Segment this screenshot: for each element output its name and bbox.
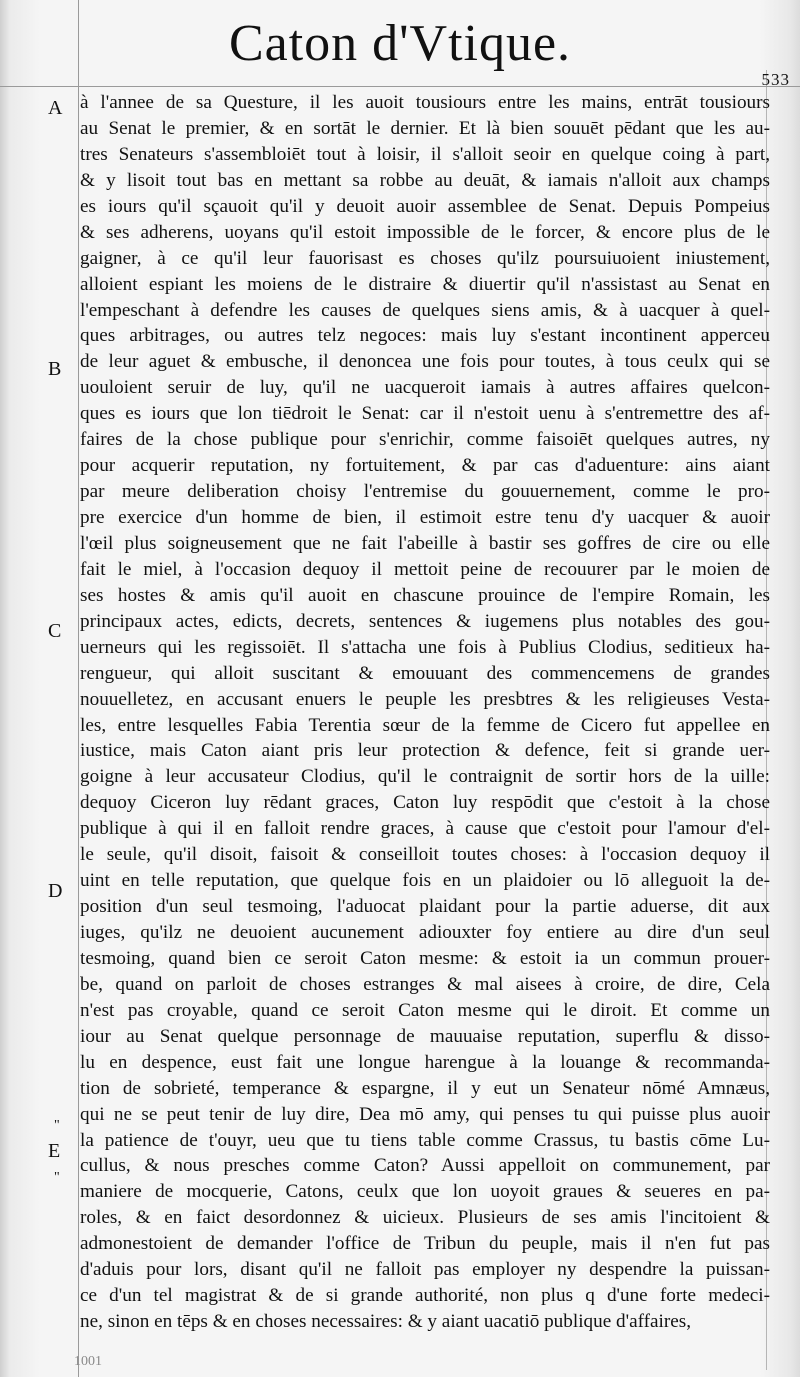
text-line: l'empeschant à defendre les causes de quelques siens amis, & à uacquer à quel- xyxy=(80,299,770,321)
text-line: iustice, mais Caton aiant pris leur protection & defence, feit si grande uer- xyxy=(80,740,770,762)
margin-quote-mark: " xyxy=(54,1118,60,1133)
text-line: fait le miel, à l'occasion dequoy il mettoit peine de recouurer par le moien de xyxy=(80,558,770,580)
text-line: ques es iours que lon tiēdroit le Senat: car il n'estoit uenu à s'entremettre des af- xyxy=(80,403,770,425)
text-line: rengueur, qui alloit suscitant & emouuant des commencemens de grandes xyxy=(80,662,770,684)
text-line: & y lisoit tout bas en mettant sa robbe au deuāt, & iamais n'alloit aux champs xyxy=(80,169,770,191)
text-line: tion de sobrieté, temperance & espargne, il y eut un Senateur nōmé Amnæus, xyxy=(80,1077,770,1099)
header-rule xyxy=(0,86,800,87)
text-line: alloient espiant les moiens de le distraire & diuertir qu'il n'assistast au Senat en xyxy=(80,273,770,295)
running-head: Caton d'Vtique. xyxy=(228,15,572,72)
text-line: es iours qu'il sçauoit qu'il y deuoit auoir assemblee de Senat. Depuis Pompeius xyxy=(80,195,770,217)
text-line: dequoy Ciceron luy rēdant graces, Caton luy respōdit que c'estoit à la chose xyxy=(80,792,770,814)
text-line: au Senat le premier, & en sortāt le dernier. Et là bien souuēt pēdant que les au- xyxy=(80,117,770,139)
text-line: tres Senateurs s'assembloiēt tout à loisir, il s'alloit seoir en quelque coing à part, xyxy=(80,143,770,165)
folio-number: 533 xyxy=(761,70,790,89)
text-line: iour au Senat quelque personnage de mauuaise reputation, superflu & disso- xyxy=(80,1025,770,1047)
text-line: n'est pas croyable, quand ce seroit Caton mesme qui le diroit. Et comme un xyxy=(80,999,770,1021)
text-line: gaigner, à ce qu'il leur fauorisast es choses qu'ilz poursuiuoient iniustement, xyxy=(80,247,770,269)
text-line: nouuelletez, en accusant enuers le peuple les presbtres & les religieuses Vesta- xyxy=(80,688,770,710)
body-text xyxy=(80,90,770,1335)
text-line: iuges, qu'ilz ne deuoient aucunement adiouxter foy entiere au dire d'un seul xyxy=(80,922,770,943)
text-line: maniere de mocquerie, Catons, ceulx que lon uoyoit graues & seueres en pa- xyxy=(80,1181,770,1203)
text-line: lu en despence, eust fait une longue harengue à la louange & recommanda- xyxy=(80,1051,770,1073)
footer-mark: 1001 xyxy=(74,1354,102,1369)
text-line: l'œil plus soigneusement que ne fait l'abeille à bastir ses goffres de cire ou elle xyxy=(80,532,770,554)
text-line: publique à qui il en falloit rendre graces, à cause que c'estoit pour l'amour d'el- xyxy=(80,818,770,840)
text-line: uouloient seruir de luy, qu'il ne uacqueroit iamais à autres affaires quelcon- xyxy=(80,377,770,399)
text-line: principaux actes, edicts, decrets, sentences & iugemens plus notables des gou- xyxy=(80,610,770,632)
text-line: ques arbitrages, ou autres telz negoces: mais luy s'estant incontinent apperceu xyxy=(80,325,770,347)
text-line: les, entre lesquelles Fabia Terentia sœur de la femme de Cicero fut appellee en xyxy=(80,714,770,736)
text-line: & ses adherens, uoyans qu'il estoit impossible de le forcer, & encore plus de le xyxy=(80,221,770,243)
margin-letter-c: C xyxy=(48,620,62,642)
text-line: la patience de t'ouyr, ueu que tu tiens table comme Crassus, tu bastis cōme Lu- xyxy=(80,1129,770,1151)
text-line: par meure deliberation choisy l'entremise du gouuernement, comme le pro- xyxy=(80,481,770,503)
text-line: faires de la chose publique pour s'enrichir, comme faisoiēt quelques autres, ny xyxy=(80,429,770,451)
text-line: ne, sinon en tēps & en choses necessaires: & y aiant uacatiō publique d'affaires, xyxy=(80,1311,692,1333)
text-line: de leur aguet & embusche, il denoncea une fois pour toutes, à tous ceulx qui se xyxy=(80,351,770,373)
text-line: position d'un seul tesmoing, l'aduocat plaidant pour la partie aduerse, dit aux xyxy=(80,896,770,918)
text-line: roles, & en faict desordonnez & uicieux. Plusieurs de ses amis l'incitoient & xyxy=(80,1207,770,1229)
text-line: cullus, & nous presches comme Caton? Aussi appelloit on communement, par xyxy=(80,1155,770,1177)
text-line: le seule, qu'il disoit, faisoit & conseilloit toutes choses: à l'occasion dequoy il xyxy=(80,844,770,866)
text-line: uerneurs qui les regissoiēt. Il s'attacha une fois à Publius Clodius, seditieux ha- xyxy=(80,636,770,658)
text-line: pour acquerir reputation, ny fortuitement, & par cas d'aduenture: ains aiant xyxy=(80,455,770,477)
text-line: qui ne se peut tenir de luy dire, Dea mō amy, qui penses tu qui puisse plus auoir xyxy=(80,1103,770,1125)
text-line: ses hostes & amis qu'il auoit en chascune prouince de l'empire Romain, les xyxy=(80,584,770,606)
text-line: uint en telle reputation, que quelque fois en un plaidoier ou lō alleguoit la de- xyxy=(80,870,770,892)
text-line: ce d'un tel magistrat & de si grande authorité, non plus q d'une forte medeci- xyxy=(80,1285,770,1307)
text-line: pre exercice d'un homme de bien, il estimoit estre tenu d'y uacquer & auoir xyxy=(80,507,770,528)
margin-letter-b: B xyxy=(48,358,62,380)
margin-letter-a: A xyxy=(48,97,63,119)
text-line: d'aduis pour lors, disant qu'il ne falloit pas employer ny despendre la puissan- xyxy=(80,1259,770,1281)
text-line: be, quand on parloit de choses estranges & mal aisees à croire, de dire, Cela xyxy=(80,973,770,995)
margin-letter-d: D xyxy=(48,880,63,902)
margin-quote-mark: " xyxy=(54,1170,60,1185)
text-line: admonestoient de demander l'office de Tribun du peuple, mais il n'en fut pas xyxy=(80,1233,770,1255)
left-margin-rule xyxy=(78,0,79,1377)
text-line: tesmoing, quand bien ce seroit Caton mesme: & estoit ia un commun prouer- xyxy=(80,947,770,969)
text-line: à l'annee de sa Questure, il les auoit tousiours entre les mains, entrāt tousiours xyxy=(80,92,770,113)
text-line: goigne à leur accusateur Clodius, qu'il le contraignit de sortir hors de la uille: xyxy=(80,766,770,788)
margin-letter-e: E xyxy=(48,1140,61,1162)
